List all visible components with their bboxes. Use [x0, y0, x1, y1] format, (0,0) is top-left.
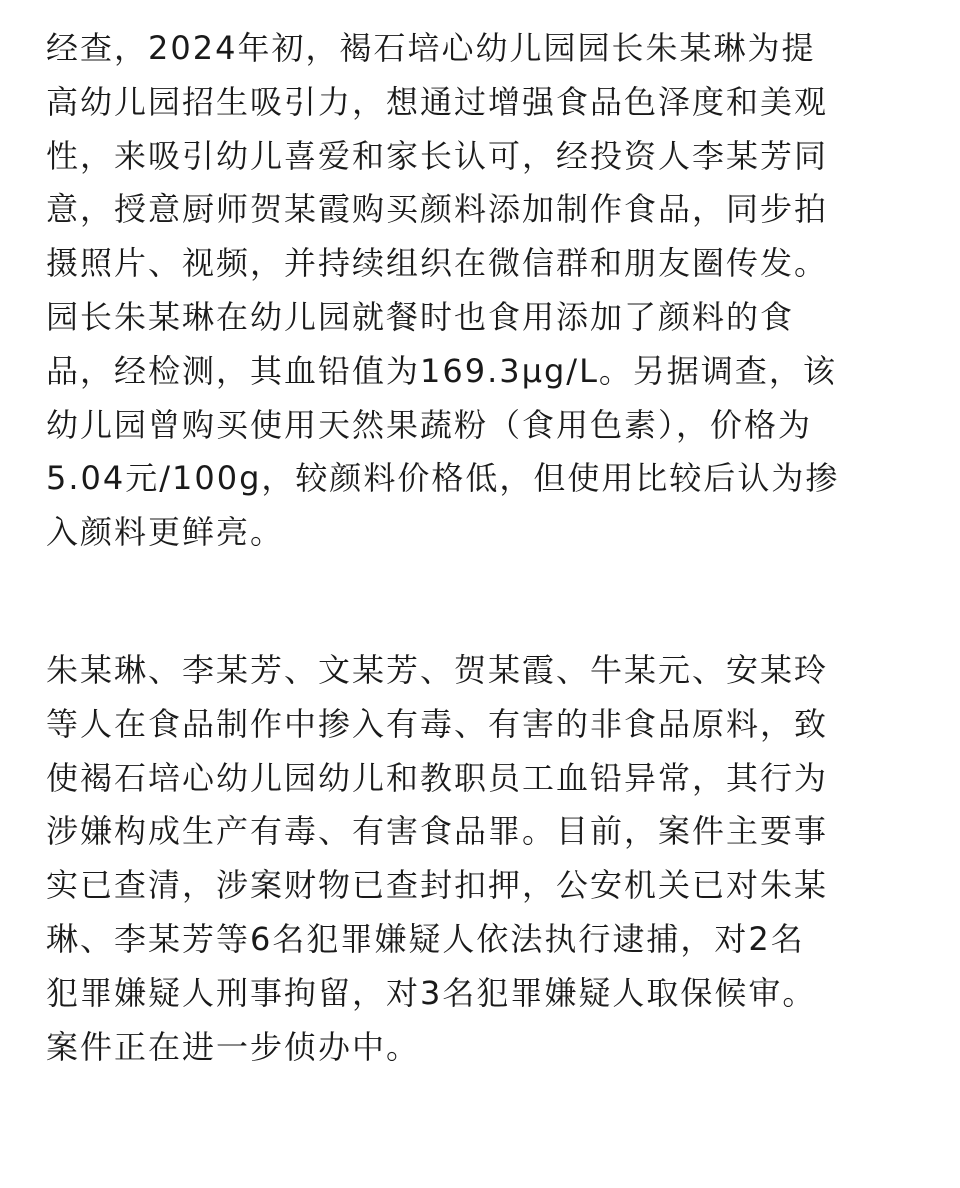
text-line: 幼儿园曾购买使用天然果蔬粉（食用色素），价格为: [46, 405, 813, 444]
text-line: 摄照片、视频，并持续组织在微信群和朋友圈传发。: [46, 244, 829, 283]
text-line: 经查，2024年初，褐石培心幼儿园园长朱某琳为提: [46, 29, 816, 67]
text-line: 入颜料更鲜亮。: [46, 513, 285, 552]
text-line: 意，授意厨师贺某霞购买颜料添加制作食品，同步拍: [46, 190, 829, 229]
text-line: 品，经检测，其血铅值为169.3μg/L。另据调查，该: [46, 351, 837, 390]
text-line: 涉嫌构成生产有毒、有害食品罪。目前，案件主要事: [46, 812, 829, 851]
text-line: 琳、李某芳等6名犯罪嫌疑人依法执行逮捕，对2名: [46, 919, 805, 958]
paragraph-investigation: [46, 22, 916, 560]
text-line: 案件正在进一步侦办中。: [46, 1027, 421, 1066]
text-line: 朱某琳、李某芳、文某芳、贺某霞、牛某元、安某玲: [46, 650, 829, 689]
text-line: 犯罪嫌疑人刑事拘留，对3名犯罪嫌疑人取保候审。: [46, 973, 817, 1012]
paragraph-case-status: [46, 644, 916, 1074]
text-line: 实已查清，涉案财物已查封扣押，公安机关已对朱某: [46, 866, 829, 905]
text-line: 使褐石培心幼儿园幼儿和教职员工血铅异常，其行为: [46, 758, 829, 797]
article-body: [46, 22, 916, 1074]
text-line: 等人在食品制作中掺入有毒、有害的非食品原料，致: [46, 704, 829, 743]
text-line: 高幼儿园招生吸引力，想通过增强食品色泽度和美观: [46, 82, 829, 121]
paragraph-spacer: [46, 560, 916, 644]
text-line: 5.04元/100g，较颜料价格低，但使用比较后认为掺: [46, 459, 840, 498]
text-line: 性，来吸引幼儿喜爱和家长认可，经投资人李某芳同: [46, 136, 829, 175]
text-line: 园长朱某琳在幼儿园就餐时也食用添加了颜料的食: [46, 297, 795, 336]
